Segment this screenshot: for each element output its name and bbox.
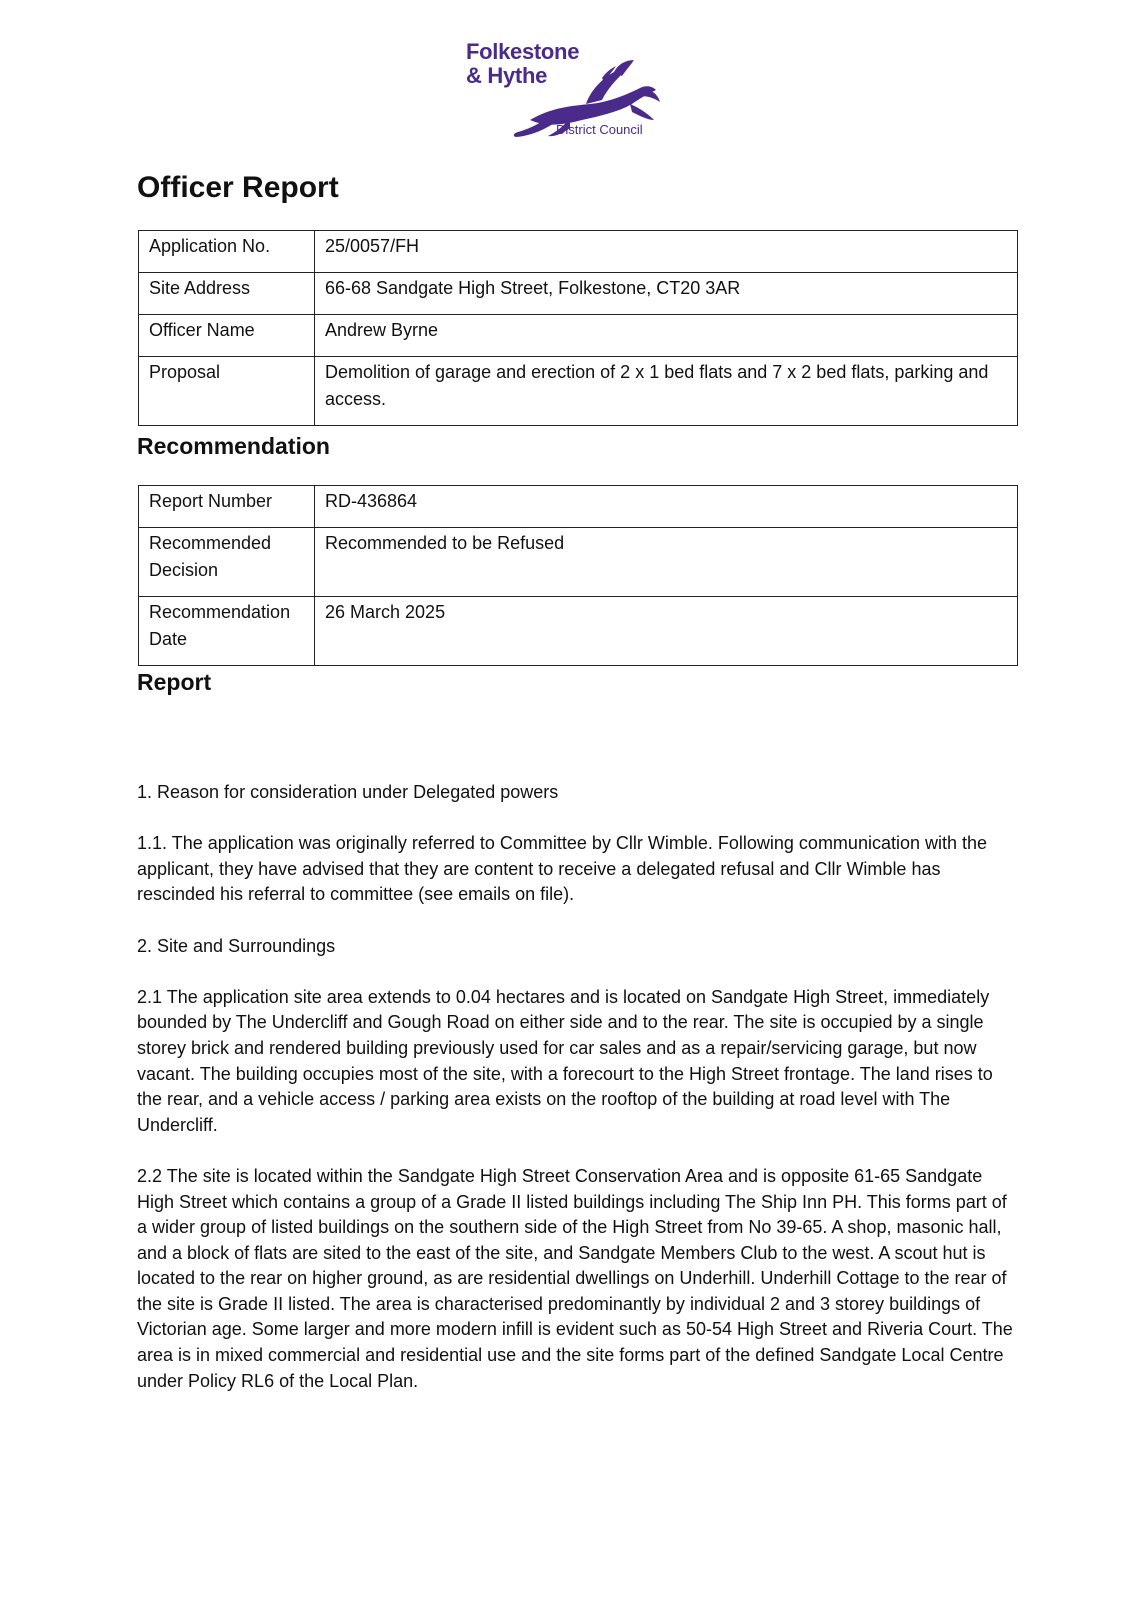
- report-body: [137, 780, 1017, 1420]
- council-logo: [466, 36, 666, 142]
- recommendation-heading: Recommendation: [137, 433, 330, 459]
- table-row: [139, 315, 1018, 357]
- site-address-value: 66-68 Sandgate High Street, Folkestone, CT20 3AR: [315, 273, 1018, 315]
- table-row: [139, 231, 1018, 273]
- application-number-label: Application No.: [139, 231, 315, 273]
- application-details-table: [138, 230, 1018, 426]
- paragraph-1-1: 1.1. The application was originally referred to Committee by Cllr Wimble. Following communication with the applicant, they have advised that they are content to receive a delegated refusal and Cllr Wimble has rescinded his referral to committee (see emails on file).: [137, 833, 988, 905]
- table-row: [139, 597, 1018, 666]
- recommendation-date-value: 26 March 2025: [315, 597, 1018, 666]
- recommendation-date-label: Recommendation Date: [139, 597, 315, 666]
- application-number-value: 25/0057/FH: [315, 231, 1018, 273]
- table-row: [139, 528, 1018, 597]
- proposal-label: Proposal: [139, 357, 315, 426]
- report-number-label: Report Number: [139, 486, 315, 528]
- table-row: [139, 273, 1018, 315]
- officer-name-label: Officer Name: [139, 315, 315, 357]
- logo-wordmark-line2: & Hythe: [466, 63, 548, 88]
- page-title: Officer Report: [137, 171, 339, 204]
- officer-name-value: Andrew Byrne: [315, 315, 1018, 357]
- recommended-decision-label: Recommended Decision: [139, 528, 315, 597]
- recommended-decision-value: Recommended to be Refused: [315, 528, 1018, 597]
- recommendation-table: [138, 485, 1018, 666]
- section-heading-site-surroundings: 2. Site and Surroundings: [137, 935, 336, 956]
- table-row: [139, 357, 1018, 426]
- report-number-value: RD-436864: [315, 486, 1018, 528]
- table-row: [139, 486, 1018, 528]
- paragraph-2-1: 2.1 The application site area extends to 0.04 hectares and is located on Sandgate High Street, immediately bounded by The Undercliff and Gough Road on either side and to the rear. The site is occupied by a single storey brick and rendered building previously used for car sales and as a repair/servicing garage, but now vacant. The building occupies most of the site, with a forecourt to the High Street frontage. The land rises to the rear, and a vehicle access / parking area exists on the rooftop of the building at road level with The Undercliff.: [137, 986, 993, 1135]
- section-heading-delegated-powers: 1. Reason for consideration under Delegated powers: [137, 782, 559, 802]
- logo-council-text: District Council: [556, 122, 643, 137]
- report-heading: Report: [137, 669, 212, 695]
- proposal-value: Demolition of garage and erection of 2 x 1 bed flats and 7 x 2 bed flats, parking and access.: [315, 357, 1018, 426]
- paragraph-2-2: 2.2 The site is located within the Sandgate High Street Conservation Area and is opposite 61-65 Sandgate High Street which contains a group of a Grade II listed buildings including The Ship Inn PH. This forms part of a wider group of listed buildings on the southern side of the High Street from No 39-65. A shop, masonic hall, and a block of flats are sited to the east of the site, and Sandgate Members Club to the west. A scout hut is located to the rear on higher ground, as are residential dwellings on Underhill. Underhill Cottage to the rear of the site is Grade II listed. The area is characterised predominantly by individual 2 and 3 storey buildings of Victorian age. Some larger and more modern infill is evident such as 50-54 High Street and Riveria Court. The area is in mixed commercial and residential use and the site forms part of the defined Sandgate Local Centre under Policy RL6 of the Local Plan.: [137, 1165, 1013, 1391]
- site-address-label: Site Address: [139, 273, 315, 315]
- logo-wordmark-line1: Folkestone: [466, 39, 580, 64]
